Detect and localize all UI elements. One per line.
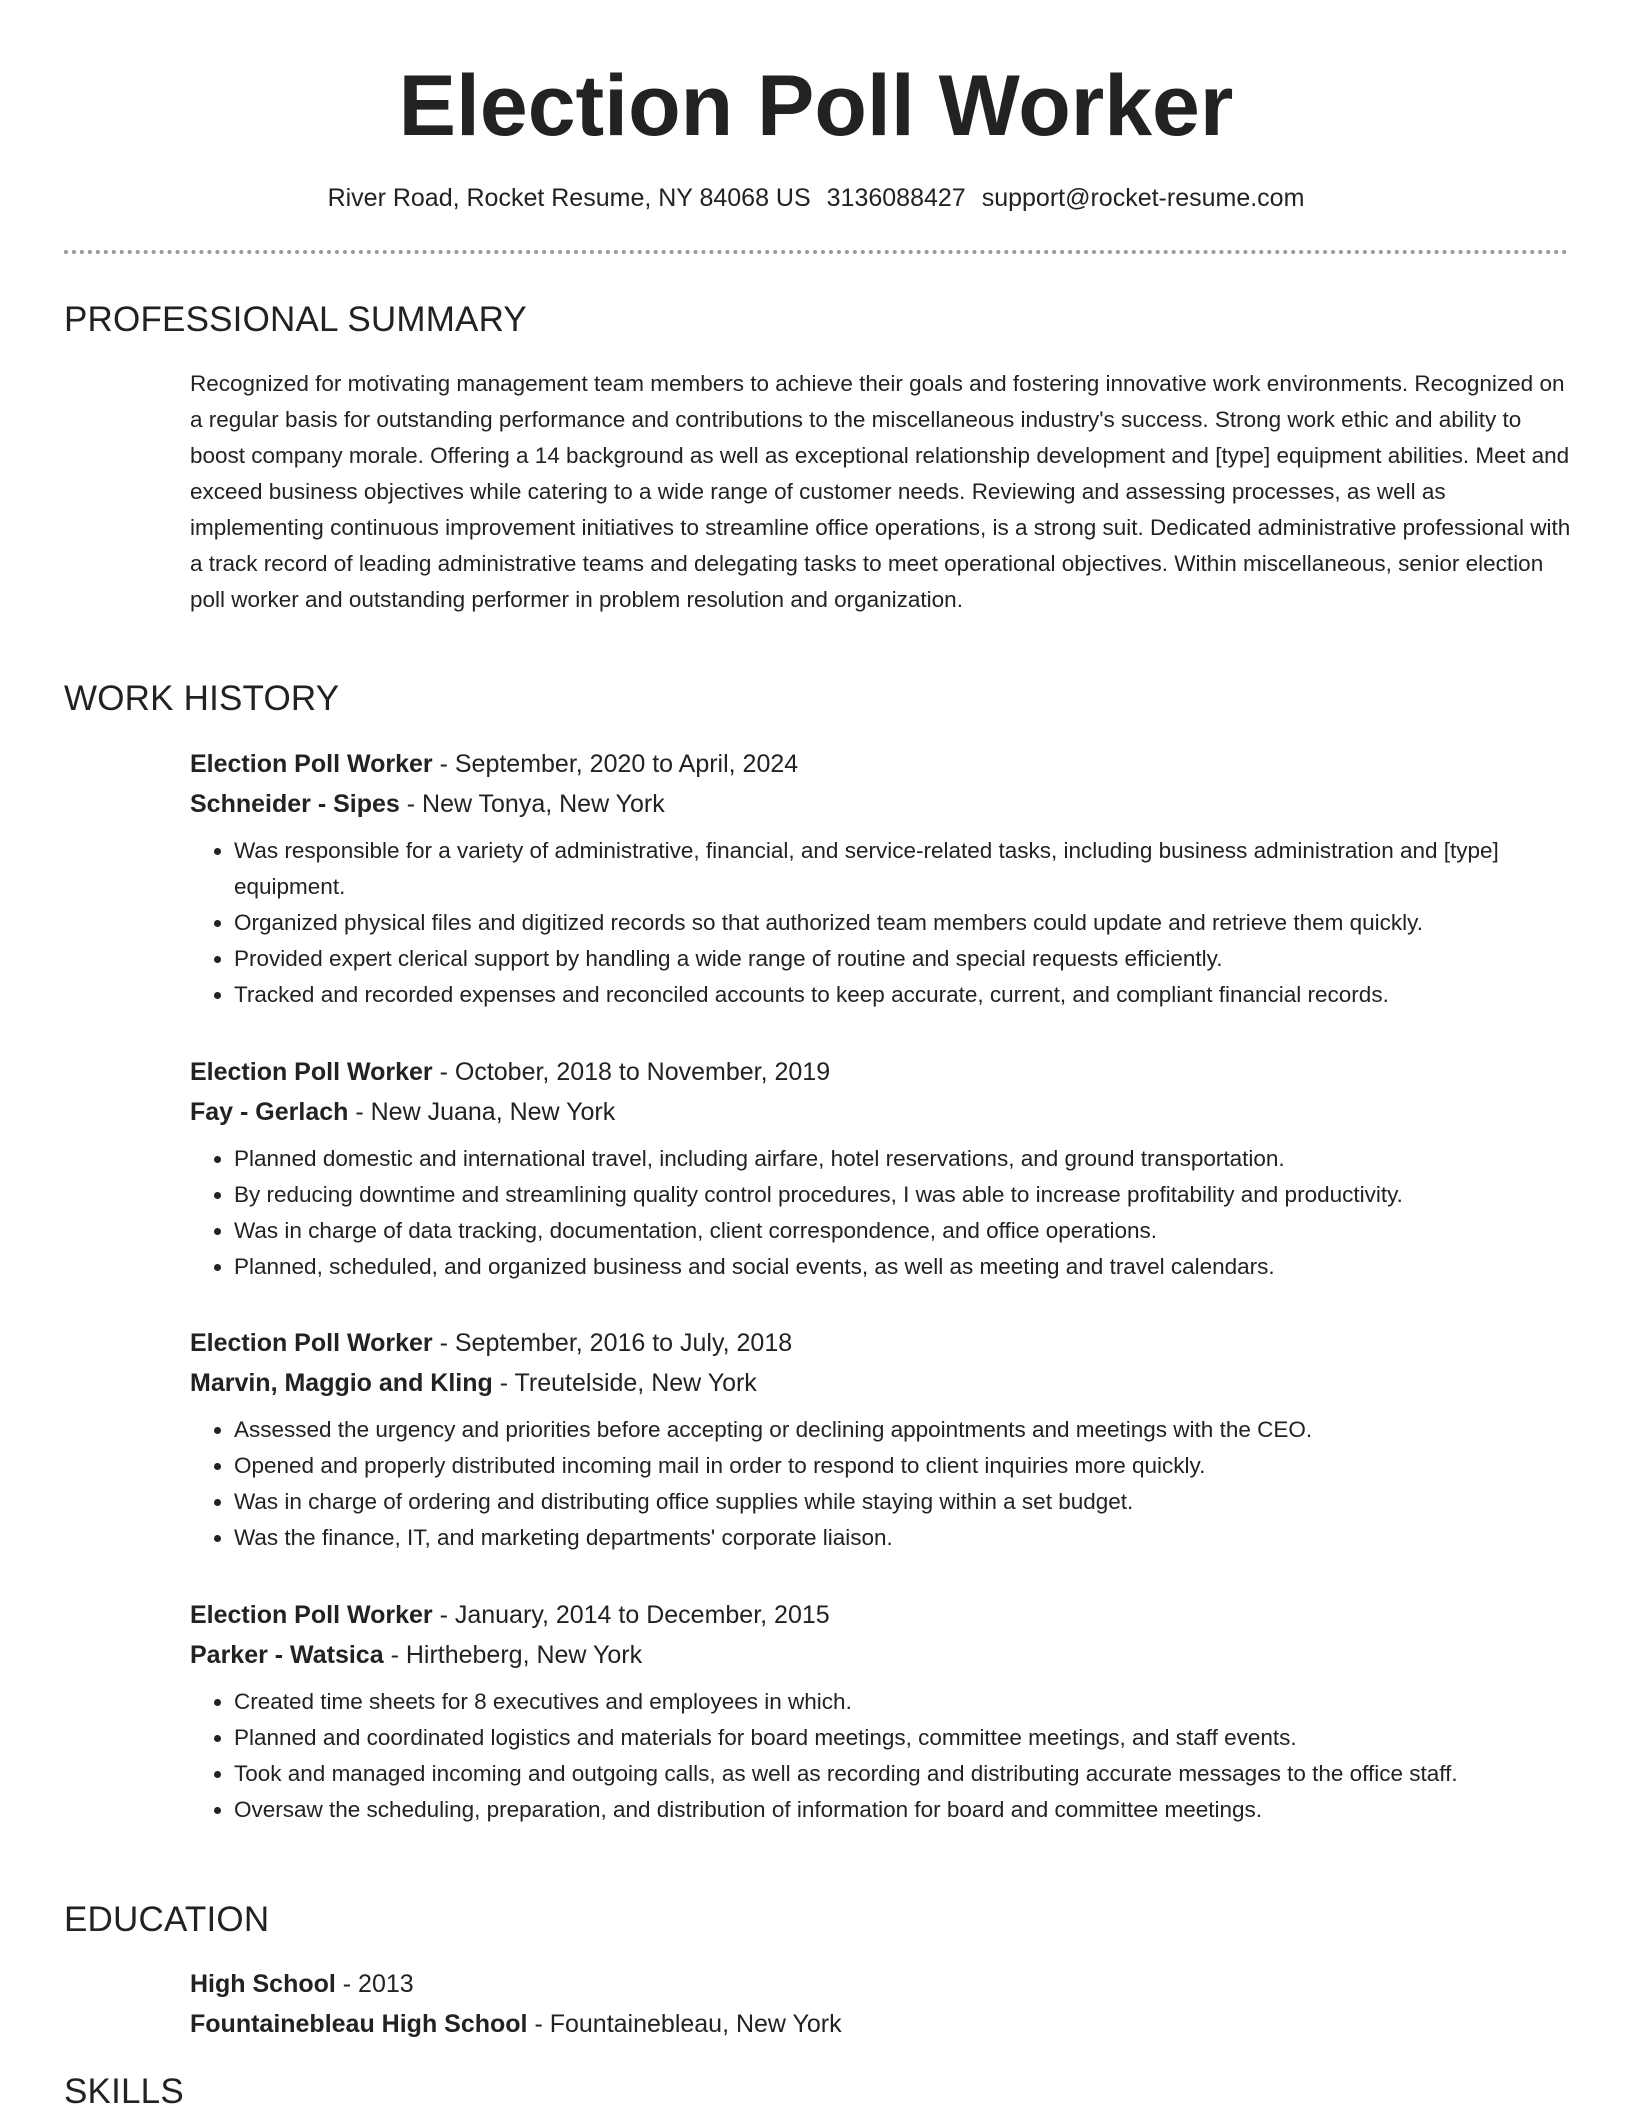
job-dates: - September, 2016 to July, 2018 — [432, 1329, 793, 1357]
job-bullet: • Oversaw the scheduling, preparation, and distribution of information for board and committee meetings. — [234, 1792, 1575, 1828]
job-entry — [190, 1598, 1575, 1828]
job-title-line — [190, 1598, 1575, 1632]
job-bullet: • Was in charge of data tracking, documentation, client correspondence, and office operations. — [234, 1213, 1575, 1249]
job-bullet: • Planned and coordinated logistics and materials for board meetings, committee meetings, and staff events. — [234, 1720, 1575, 1756]
section-title-skills: SKILLS — [64, 2072, 184, 2111]
job-bullet: • Tracked and recorded expenses and reconciled accounts to keep accurate, current, and compliant financial records. — [234, 977, 1575, 1013]
job-company: Fay - Gerlach — [190, 1098, 349, 1126]
job-bullet: • Planned, scheduled, and organized business and social events, as well as meeting and travel calendars. — [234, 1249, 1575, 1285]
job-bullets — [190, 1684, 1575, 1828]
job-company-line — [190, 1095, 1575, 1129]
job-dates: - January, 2014 to December, 2015 — [432, 1601, 830, 1629]
job-company: Marvin, Maggio and Kling — [190, 1369, 493, 1397]
job-bullet: • Took and managed incoming and outgoing calls, as well as recording and distributing accurate messages to the office staff. — [234, 1756, 1575, 1792]
job-title: Election Poll Worker — [190, 1058, 433, 1086]
section-title-work-history: WORK HISTORY — [64, 679, 340, 718]
section-title-education: EDUCATION — [64, 1900, 270, 1939]
job-company-line — [190, 1638, 1575, 1672]
contact-email: support@rocket-resume.com — [981, 184, 1305, 212]
job-bullet: • Opened and properly distributed incoming mail in order to respond to client inquiries more quickly. — [234, 1448, 1575, 1484]
contact-phone: 3136088427 — [826, 184, 966, 212]
job-bullet: • Was responsible for a variety of administrative, financial, and service-related tasks, including business administration and [type] equipment. — [234, 833, 1575, 905]
contact-line — [0, 182, 1632, 214]
education-year: - 2013 — [335, 1970, 414, 1998]
job-company: Schneider - Sipes — [190, 790, 400, 818]
job-title: Election Poll Worker — [190, 750, 433, 778]
education-degree: High School — [190, 1970, 336, 1998]
summary-text: Recognized for motivating management team members to achieve their goals and fostering innovative work environments. Recognized on a regular basis for outstanding performance and contributions to the miscellaneous industry's success. Strong work ethic and ability to boost company morale. Offering a 14 background as well as exceptional relationship development and [type] equipment abilities. Meet and exceed business objectives while catering to a wide range of customer needs. Reviewing and assessing processes, as well as implementing continuous improvement initiatives to streamline office operations, is a strong suit. Dedicated administrative professional with a track record of leading administrative teams and delegating tasks to meet operational objectives. Within miscellaneous, senior election poll worker and outstanding performer in problem resolution and organization. — [190, 371, 1571, 612]
education-school-line — [190, 2007, 1575, 2041]
job-dates: - September, 2020 to April, 2024 — [432, 750, 799, 778]
job-bullets — [190, 1141, 1575, 1285]
job-bullet: • Assessed the urgency and priorities before accepting or declining appointments and meetings with the CEO. — [234, 1412, 1575, 1448]
job-company: Parker - Watsica — [190, 1641, 384, 1669]
job-bullet: • Created time sheets for 8 executives and employees in which. — [234, 1684, 1575, 1720]
education-location: - Fountainebleau, New York — [527, 2010, 842, 2038]
header-divider — [64, 250, 1568, 254]
candidate-name: Election Poll Worker — [398, 58, 1234, 154]
job-location: - New Tonya, New York — [399, 790, 665, 818]
section-title-summary: PROFESSIONAL SUMMARY — [64, 300, 527, 339]
job-bullet: • Organized physical files and digitized records so that authorized team members could update and retrieve them quickly. — [234, 905, 1575, 941]
contact-address: River Road, Rocket Resume, NY 84068 US — [327, 184, 811, 212]
job-title: Election Poll Worker — [190, 1601, 433, 1629]
job-bullet: • Provided expert clerical support by handling a wide range of routine and special requests efficiently. — [234, 941, 1575, 977]
job-bullets — [190, 833, 1575, 1013]
education-degree-line — [190, 1967, 1575, 2001]
education-entry — [190, 1967, 1575, 2041]
job-title-line — [190, 1326, 1575, 1360]
job-title-line — [190, 1055, 1575, 1089]
job-bullet: • Planned domestic and international travel, including airfare, hotel reservations, and ground transportation. — [234, 1141, 1575, 1177]
job-title-line — [190, 747, 1575, 781]
job-company-line — [190, 787, 1575, 821]
job-location: - Treutelside, New York — [492, 1369, 757, 1397]
job-location: - New Juana, New York — [348, 1098, 616, 1126]
job-bullet: • Was the finance, IT, and marketing departments' corporate liaison. — [234, 1520, 1575, 1556]
job-bullet: • By reducing downtime and streamlining quality control procedures, I was able to increase profitability and productivity. — [234, 1177, 1575, 1213]
job-title: Election Poll Worker — [190, 1329, 433, 1357]
education-school: Fountainebleau High School — [190, 2010, 528, 2038]
job-bullets — [190, 1412, 1575, 1556]
job-entry — [190, 747, 1575, 1013]
job-location: - Hirtheberg, New York — [383, 1641, 643, 1669]
job-entry — [190, 1055, 1575, 1285]
job-bullet: • Was in charge of ordering and distributing office supplies while staying within a set budget. — [234, 1484, 1575, 1520]
job-dates: - October, 2018 to November, 2019 — [432, 1058, 831, 1086]
job-company-line — [190, 1366, 1575, 1400]
job-entry — [190, 1326, 1575, 1556]
